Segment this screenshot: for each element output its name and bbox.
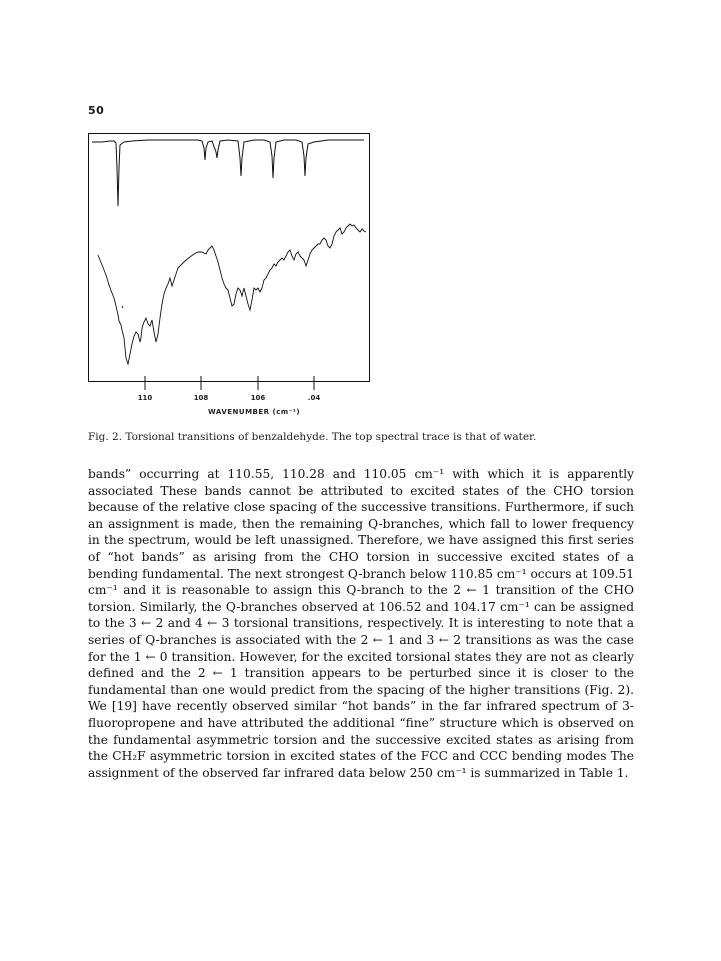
- spectrum-plot: [88, 128, 373, 418]
- spectrum-figure: [88, 128, 373, 418]
- benzaldehyde-spectrum-trace: [98, 224, 366, 364]
- page-number: 50: [88, 104, 105, 117]
- water-reference-trace: [92, 140, 364, 206]
- tick-label-110: 110: [137, 394, 153, 402]
- benzaldehyde-spectrum-left-fragment: [122, 306, 123, 308]
- tick-label-108: 108: [193, 394, 209, 402]
- x-axis-ticks: [145, 376, 314, 390]
- body-paragraph-text: bands” occurring at 110.55, 110.28 and 110.05 cm⁻¹ with which it is apparently associated These bands cannot be attributed to excited states of the CHO torsion because of the relative close spacing of the successive transitions. Furthermore, if such an assignment is made, then the remaining Q-branches, which fall to lower frequency in the spectrum, would be left unassigned. Therefore, we have assigned this first series of “hot bands” as arising from the CHO torsion in successive excited states of a bending fundamental. The next strongest Q-branch below 110.85 cm⁻¹ occurs at 109.51 cm⁻¹ and it is reasonable to assign this Q-branch to the 2 ← 1 transition of the CHO torsion. Similarly, the Q-branches observed at 106.52 and 104.17 cm⁻¹ can be assigned to the 3 ← 2 and 4 ← 3 torsional transitions, respectively. It is interesting to note that a series of Q-branches is associated with the 2 ← 1 and 3 ← 2 transitions as was the case for the 1 ← 0 transition. However, for the excited torsional states they are not as clearly defined and the 2 ← 1 transition appears to be perturbed since it is closer to the fundamental than one would predict from the spacing of the higher transitions (Fig. 2). We [19] have recently observed similar “hot bands” in the far infrared spectrum of 3-fluoropropene and have attributed the additional “fine” structure which is observed on the fundamental asymmetric torsion and the successive excited states as arising from the CH₂F asymmetric torsion in excited states of the FCC and CCC bending modes The assignment of the observed far infrared data below 250 cm⁻¹ is summarized in Table 1.: [88, 467, 634, 780]
- figure-caption: Fig. 2. Torsional transitions of benzaldehyde. The top spectral trace is that of water.: [88, 431, 537, 443]
- x-axis-label: WAVENUMBER (cm⁻¹): [208, 408, 301, 416]
- tick-label-104: .04: [307, 394, 321, 402]
- plot-frame: [89, 134, 370, 382]
- body-paragraph: [88, 466, 634, 781]
- tick-label-106: 106: [250, 394, 266, 402]
